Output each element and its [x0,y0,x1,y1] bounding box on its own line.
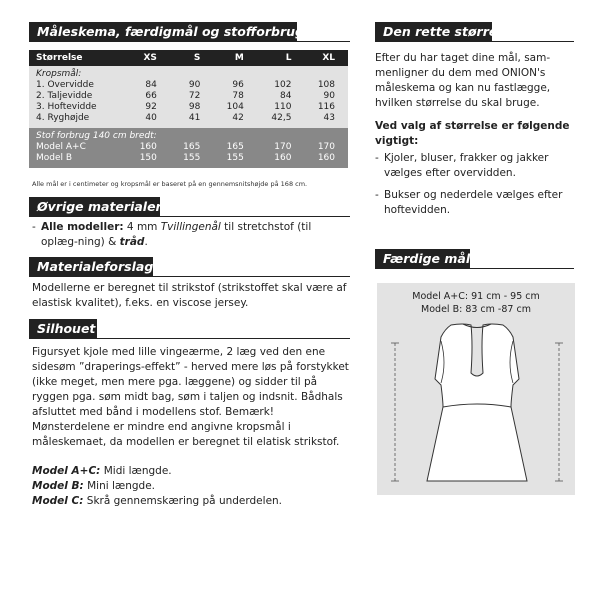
measurements-header [29,22,304,42]
cell: 160 [257,153,305,168]
model-desc: Skrå gennemskæring på underdelen. [83,495,283,507]
table-row [29,102,348,113]
size-choice-heading-text: Ved valg af størrelse er følgende vigtigt: [375,120,570,147]
table-row [29,113,348,128]
cell: 90 [304,91,348,102]
list-item [32,479,350,494]
silhouette-header [29,319,97,339]
finished-figure [377,283,575,495]
cell: 165 [170,142,213,153]
measurements-title: Måleskema, færdigmål og stofforbrug [37,24,304,39]
finished-line-2: Model B: 83 cm -87 cm [421,304,531,315]
body-section-label: Kropsmål: [29,66,348,80]
list-item [32,464,350,479]
finished-header [375,249,470,269]
size-choice-title: Den rette størrelse [383,24,518,39]
cell: 78 [213,91,256,102]
cell: 42,5 [257,113,305,128]
cell: 150 [126,153,169,168]
other-materials-header [29,197,160,217]
size-header: L [257,50,305,66]
size-choice-intro: Efter du har taget dine mål, sam-menligner du dem med ONION's måleskema og kan nu fastlægge, hvilken størrelse du skal bruge. [375,52,551,109]
cell: 155 [213,153,256,168]
row-label: 2. Taljevidde [29,91,126,102]
size-table [29,50,348,168]
cell: 72 [170,91,213,102]
cell: 41 [170,113,213,128]
model-name: Model C: [32,495,84,507]
cell: 40 [126,113,169,128]
model-desc: Midi længde. [100,465,172,477]
cell: 42 [213,113,256,128]
size-choice-rule [492,41,574,42]
table-row [29,142,348,153]
size-choice-heading [375,119,575,149]
thread-name: tråd [119,236,145,248]
bullet-text: Bukser og nederdele vælges efter hoftevidden. [384,189,563,216]
cell: 110 [257,102,305,113]
fabric-section-label: Stof forbrug 140 cm bredt: [29,128,348,142]
other-materials-text [32,220,350,250]
other-materials-text-b: til stretchstof (til oplæg-ning) & [41,221,312,248]
cell: 155 [170,153,213,168]
cell: 102 [257,80,305,91]
cell: 160 [304,153,348,168]
model-name: Model B: [32,480,84,492]
cell: 116 [304,102,348,113]
model-desc: Mini længde. [83,480,155,492]
cell: 108 [304,80,348,91]
other-materials-text-a: 4 mm [123,221,161,233]
row-label: 3. Hoftevidde [29,102,126,113]
table-row [29,153,348,168]
silhouette-rule [97,338,350,339]
cell: 84 [126,80,169,91]
row-label: 4. Ryghøjde [29,113,126,128]
finished-rule [470,268,574,269]
material-suggestion-header [29,257,153,277]
finished-line-1: Model A+C: 91 cm - 95 cm [412,291,540,302]
size-label: Størrelse [29,50,126,66]
size-header: XL [304,50,348,66]
size-choice-bullets [375,151,575,218]
list-item [375,151,575,181]
needle-name: Tvillingenål [160,221,221,233]
list-item [375,188,575,218]
cell: 165 [213,142,256,153]
measurement-note: Alle mål er i centimeter og kropsmål er baseret på en gennemsnitshøjde på 168 cm. [32,180,308,188]
table-row [29,91,348,102]
other-materials-end: . [144,236,148,248]
bullet-text: Kjoler, bluser, frakker og jakker vælges efter overvidden. [384,152,549,179]
cell: 66 [126,91,169,102]
measurements-rule [297,41,350,42]
cell: 160 [126,142,169,153]
cell: 84 [257,91,305,102]
cell: 104 [213,102,256,113]
dress-outline [427,324,527,481]
other-materials-title: Øvrige materialer [37,199,162,214]
row-label: 1. Overvidde [29,80,126,91]
silhouette-text: Figursyet kjole med lille vingeærme, 2 læg ved den ene sidesøm ”draperings-effekt” - herved mere løs på forstykket (ikke meget, men mere pga. læggene) og sidder til på ryggen pga. søm midt bag, søm i taljen og indsnit. Bådhals afsluttet med bånd i modellens stof. Bemærk! Mønsterdelene er mindre end angivne kropsmål i måleskemaet, da modellen er beregnet til elatisk strikstof. [32,346,349,448]
cell: 170 [257,142,305,153]
list-item [32,494,350,509]
model-name: Model A+C: [32,465,101,477]
size-header: M [213,50,256,66]
size-header: XS [126,50,169,66]
material-suggestion-text: Modellerne er beregnet til strikstof (strikstoffet skal være af elastisk kvalitet), f.eks. en viscose jersey. [32,282,347,309]
size-header: S [170,50,213,66]
other-materials-prefix: Alle modeller: [41,221,124,233]
row-label: Model A+C [29,142,126,153]
material-suggestion-rule [153,276,350,277]
cell: 92 [126,102,169,113]
cell: 170 [304,142,348,153]
finished-title: Færdige mål [383,251,471,266]
cell: 43 [304,113,348,128]
cell: 90 [170,80,213,91]
size-choice-header [375,22,518,42]
other-materials-rule [160,216,350,217]
silhouette-title: Silhouet [37,321,96,336]
model-list [32,464,350,509]
cell: 98 [170,102,213,113]
material-suggestion-title: Materialeforslag [37,259,154,274]
table-row [29,80,348,91]
row-label: Model B [29,153,126,168]
dress-illustration [377,283,575,495]
cell: 96 [213,80,256,91]
